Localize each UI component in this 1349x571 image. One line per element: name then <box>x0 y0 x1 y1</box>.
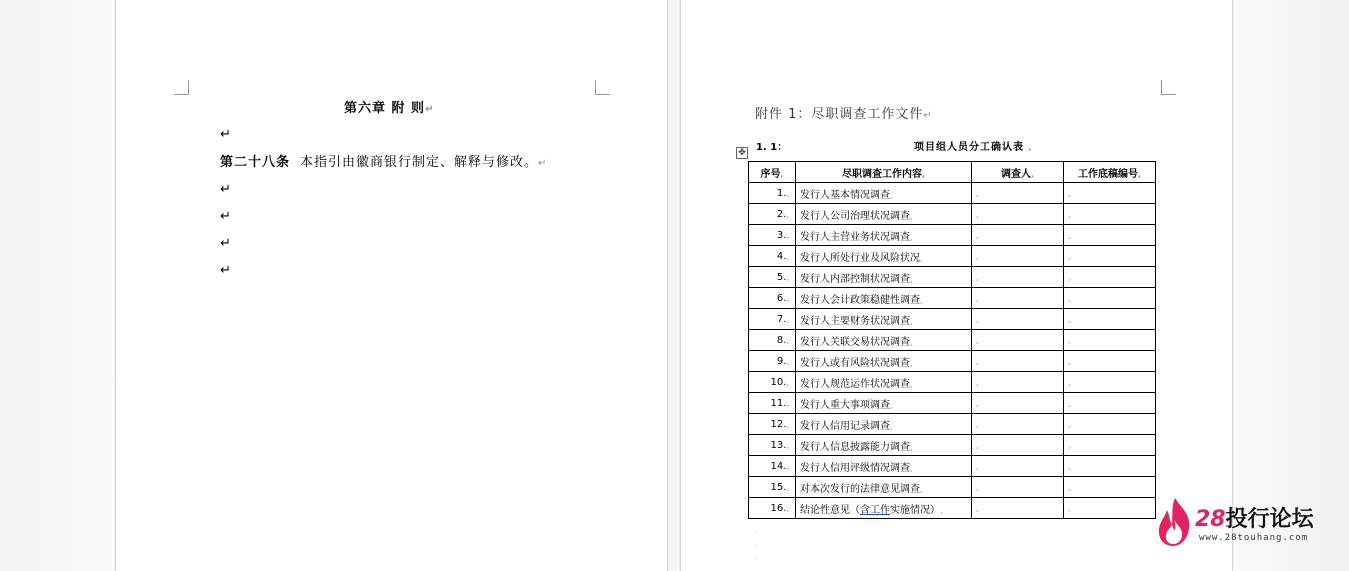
row-number-cell[interactable]: 3., <box>749 225 796 246</box>
row-investigator-cell[interactable]: , <box>972 351 1064 372</box>
row-content-cell[interactable]: 发行人公司治理状况调查, <box>796 204 972 225</box>
row-workpaper-cell[interactable]: , <box>1064 204 1156 225</box>
row-workpaper-cell[interactable]: , <box>1064 246 1156 267</box>
paragraph-mark: ↵ <box>220 263 231 278</box>
row-number-cell[interactable]: 10., <box>749 372 796 393</box>
document-page-left[interactable] <box>115 0 668 571</box>
table-row <box>749 225 1156 246</box>
margin-corner-top-right <box>595 80 610 95</box>
table-row <box>749 309 1156 330</box>
row-number-cell[interactable]: 6., <box>749 288 796 309</box>
row-number-cell[interactable]: 11., <box>749 393 796 414</box>
row-number-cell[interactable]: 5., <box>749 267 796 288</box>
row-workpaper-cell[interactable]: , <box>1064 267 1156 288</box>
paragraph-mark: ↵ <box>220 127 231 142</box>
row-content-cell[interactable]: 发行人规范运作状况调查, <box>796 372 972 393</box>
row-investigator-cell[interactable]: , <box>972 393 1064 414</box>
paragraph-mark: ↵ <box>220 182 231 197</box>
row-content-cell[interactable]: 发行人信息披露能力调查, <box>796 435 972 456</box>
row-workpaper-cell[interactable]: , <box>1064 288 1156 309</box>
header-content: 尽职调查工作内容, <box>796 162 972 183</box>
row-workpaper-cell[interactable]: , <box>1064 477 1156 498</box>
header-workpaper-no: 工作底稿编号, <box>1064 162 1156 183</box>
row-workpaper-cell[interactable]: , <box>1064 183 1156 204</box>
row-number-cell[interactable]: 12., <box>749 414 796 435</box>
table-row <box>749 456 1156 477</box>
row-investigator-cell[interactable]: , <box>972 414 1064 435</box>
watermark-url: www.28touhang.com <box>1199 533 1309 543</box>
table-row <box>749 498 1156 519</box>
forum-watermark <box>1155 496 1325 548</box>
table-row <box>749 204 1156 225</box>
document-page-right[interactable] <box>680 0 1233 571</box>
row-number-cell[interactable]: 4., <box>749 246 796 267</box>
table-row <box>749 351 1156 372</box>
header-investigator: 调查人, <box>972 162 1064 183</box>
table-header-row <box>749 162 1156 183</box>
paragraph-mark: ↵ <box>220 209 231 224</box>
row-investigator-cell[interactable]: , <box>972 246 1064 267</box>
table-move-handle-icon[interactable]: ✥ <box>736 147 748 159</box>
row-investigator-cell[interactable]: , <box>972 267 1064 288</box>
margin-corner-top-left <box>174 80 189 95</box>
row-workpaper-cell[interactable]: , <box>1064 351 1156 372</box>
table-row <box>749 267 1156 288</box>
row-workpaper-cell[interactable]: , <box>1064 330 1156 351</box>
table-row <box>749 393 1156 414</box>
after-table-marks: , , , <box>755 527 757 560</box>
row-investigator-cell[interactable]: , <box>972 435 1064 456</box>
row-content-cell[interactable]: 对本次发行的法律意见调查, <box>796 477 972 498</box>
row-workpaper-cell[interactable]: , <box>1064 414 1156 435</box>
row-investigator-cell[interactable]: , <box>972 372 1064 393</box>
chapter-title: 第六章 附 则↵ <box>344 101 435 116</box>
row-content-cell[interactable]: 发行人基本情况调查, <box>796 183 972 204</box>
watermark-brand: 28投行论坛 <box>1195 507 1314 532</box>
row-investigator-cell[interactable]: , <box>972 204 1064 225</box>
row-content-cell[interactable]: 结论性意见（含工作实施情况）, <box>796 498 972 519</box>
paragraph-mark: ↵ <box>220 236 231 251</box>
table-row <box>749 435 1156 456</box>
row-content-cell[interactable]: 发行人信用评级情况调查, <box>796 456 972 477</box>
row-workpaper-cell[interactable]: , <box>1064 309 1156 330</box>
row-number-cell[interactable]: 15., <box>749 477 796 498</box>
row-number-cell[interactable]: 13., <box>749 435 796 456</box>
row-content-cell[interactable]: 发行人内部控制状况调查, <box>796 267 972 288</box>
row-investigator-cell[interactable]: , <box>972 330 1064 351</box>
row-number-cell[interactable]: 16., <box>749 498 796 519</box>
row-investigator-cell[interactable]: , <box>972 456 1064 477</box>
row-content-cell[interactable]: 发行人所处行业及风险状况, <box>796 246 972 267</box>
row-content-cell[interactable]: 发行人会计政策稳健性调查, <box>796 288 972 309</box>
row-number-cell[interactable]: 14., <box>749 456 796 477</box>
row-number-cell[interactable]: 8., <box>749 330 796 351</box>
table-row <box>749 330 1156 351</box>
row-investigator-cell[interactable]: , <box>972 498 1064 519</box>
row-workpaper-cell[interactable]: , <box>1064 435 1156 456</box>
row-content-cell[interactable]: 发行人主要财务状况调查, <box>796 309 972 330</box>
row-investigator-cell[interactable]: , <box>972 477 1064 498</box>
table-row <box>749 477 1156 498</box>
table-row <box>749 246 1156 267</box>
row-workpaper-cell[interactable]: , <box>1064 225 1156 246</box>
row-number-cell[interactable]: 2., <box>749 204 796 225</box>
row-workpaper-cell[interactable]: , <box>1064 456 1156 477</box>
article-number: 第二十八条 <box>220 155 291 170</box>
article-text: 本指引由徽商银行制定、解释与修改。 <box>300 155 539 170</box>
row-investigator-cell[interactable]: , <box>972 309 1064 330</box>
header-seq: 序号, <box>749 162 796 183</box>
row-content-cell[interactable]: 发行人重大事项调查, <box>796 393 972 414</box>
flame-logo-icon <box>1155 496 1195 548</box>
row-content-cell[interactable]: 发行人或有风险状况调查, <box>796 351 972 372</box>
table-row <box>749 372 1156 393</box>
table-row <box>749 414 1156 435</box>
table-title: 项目组人员分工确认表 , <box>914 142 1033 153</box>
appendix-title: 附件 1：尽职调查工作文件↵ <box>755 107 933 122</box>
row-number-cell[interactable]: 7., <box>749 309 796 330</box>
row-investigator-cell[interactable]: , <box>972 225 1064 246</box>
row-investigator-cell[interactable]: , <box>972 183 1064 204</box>
row-number-cell[interactable]: 9., <box>749 351 796 372</box>
margin-corner-top-right <box>1161 80 1176 95</box>
table-row <box>749 288 1156 309</box>
row-workpaper-cell[interactable]: , <box>1064 498 1156 519</box>
article-paragraph: 第二十八条 本指引由徽商银行制定、解释与修改。↵ <box>220 155 547 170</box>
row-content-cell[interactable]: 发行人信用记录调查, <box>796 414 972 435</box>
row-content-cell[interactable]: 发行人关联交易状况调查, <box>796 330 972 351</box>
table-row <box>749 183 1156 204</box>
due-diligence-table[interactable] <box>748 161 1156 519</box>
row-content-cell[interactable]: 发行人主营业务状况调查, <box>796 225 972 246</box>
row-investigator-cell[interactable]: , <box>972 288 1064 309</box>
table-number: 1. 1： <box>756 142 788 153</box>
row-workpaper-cell[interactable]: , <box>1064 372 1156 393</box>
row-number-cell[interactable]: 1., <box>749 183 796 204</box>
row-workpaper-cell[interactable]: , <box>1064 393 1156 414</box>
